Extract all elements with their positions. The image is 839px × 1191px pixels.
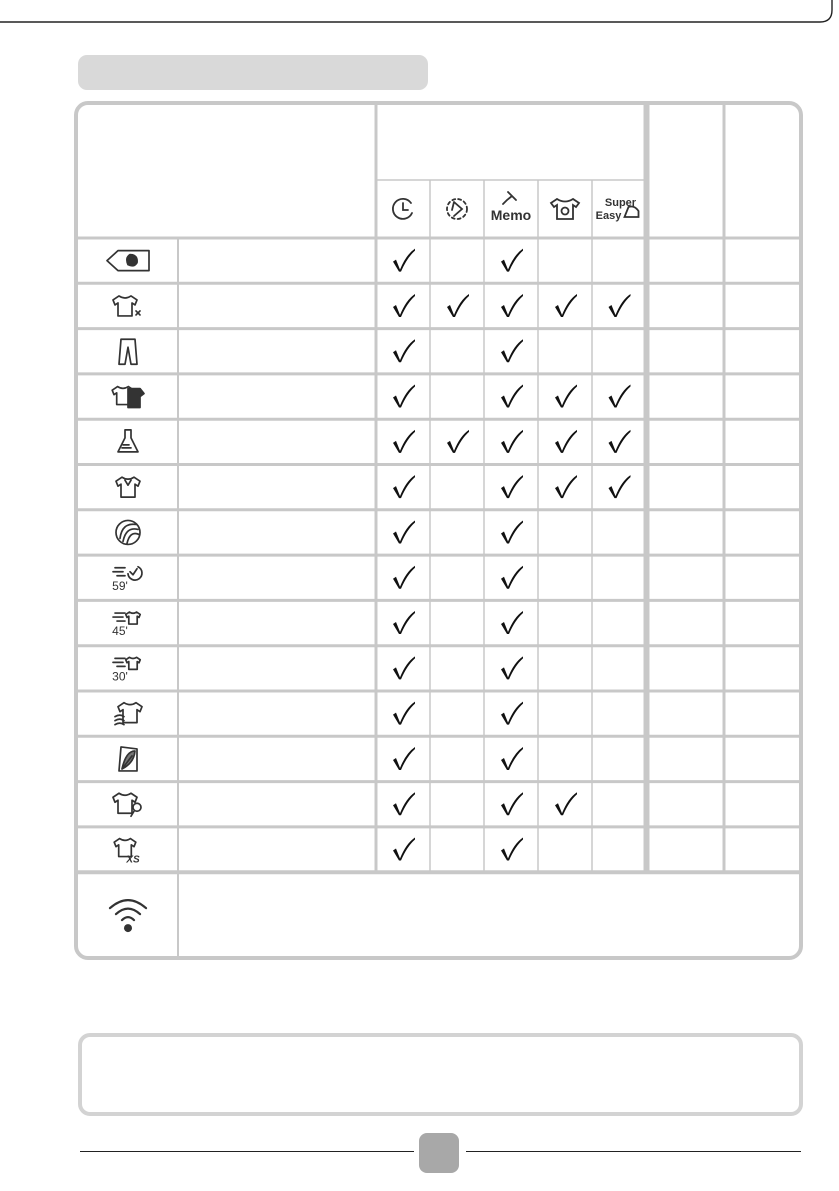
footer-rule-right bbox=[466, 1151, 801, 1152]
synthetic-polo-icon bbox=[116, 477, 140, 497]
small-load-xs-icon bbox=[114, 839, 140, 866]
wool-icon bbox=[116, 520, 140, 544]
check-mark bbox=[501, 566, 523, 589]
check-mark bbox=[609, 430, 631, 453]
table-row bbox=[119, 339, 523, 364]
cotton-tag-icon bbox=[107, 251, 149, 271]
table-row bbox=[113, 792, 577, 816]
check-mark bbox=[501, 747, 523, 770]
check-mark bbox=[393, 520, 415, 543]
page-number-tab bbox=[419, 1133, 459, 1173]
check-mark bbox=[555, 430, 577, 453]
check-mark bbox=[393, 656, 415, 679]
table-row bbox=[118, 430, 631, 453]
easy-label: Easy bbox=[595, 210, 622, 222]
section-title-bar bbox=[78, 55, 428, 90]
svg-text:30': 30' bbox=[112, 669, 128, 684]
check-mark bbox=[609, 475, 631, 498]
check-mark bbox=[555, 792, 577, 815]
wifi-icon bbox=[110, 900, 146, 932]
check-mark bbox=[447, 294, 469, 317]
check-mark bbox=[501, 656, 523, 679]
table-row bbox=[112, 385, 630, 408]
stain-shirt-icon bbox=[113, 296, 140, 316]
delicates-feather-icon bbox=[119, 747, 137, 771]
check-mark bbox=[501, 430, 523, 453]
rapid-59-icon bbox=[112, 567, 142, 593]
check-mark bbox=[555, 475, 577, 498]
memo-pin-icon bbox=[503, 192, 516, 204]
check-mark bbox=[609, 385, 631, 408]
table-row bbox=[115, 702, 523, 725]
hygiene-flask-icon bbox=[118, 430, 138, 452]
check-mark bbox=[393, 702, 415, 725]
delay-start-icon bbox=[393, 199, 412, 219]
allergy-icon bbox=[113, 793, 141, 816]
check-mark bbox=[393, 475, 415, 498]
check-mark bbox=[501, 520, 523, 543]
rapid-30-icon bbox=[112, 657, 140, 683]
check-mark bbox=[393, 294, 415, 317]
table-row bbox=[116, 475, 631, 498]
table-row bbox=[119, 747, 523, 771]
check-mark bbox=[501, 475, 523, 498]
footer-rule-left bbox=[80, 1151, 414, 1152]
table-row bbox=[112, 611, 523, 638]
svg-text:59': 59' bbox=[112, 578, 128, 593]
cut-mark bbox=[0, 0, 839, 40]
check-mark bbox=[393, 385, 415, 408]
svg-text:45': 45' bbox=[112, 624, 128, 639]
rapid-45-icon bbox=[112, 612, 140, 638]
check-mark bbox=[555, 385, 577, 408]
check-mark bbox=[609, 294, 631, 317]
program-options-table bbox=[74, 101, 803, 960]
check-mark bbox=[393, 792, 415, 815]
check-mark bbox=[393, 249, 415, 272]
table-row bbox=[107, 249, 523, 272]
check-mark bbox=[501, 702, 523, 725]
jeans-icon bbox=[119, 339, 137, 364]
check-mark bbox=[393, 611, 415, 634]
table-row bbox=[113, 294, 631, 317]
mixed-colors-icon bbox=[112, 387, 144, 408]
check-mark bbox=[501, 838, 523, 861]
check-mark bbox=[393, 566, 415, 589]
speed-time-icon bbox=[447, 199, 467, 219]
svg-text:XS: XS bbox=[126, 854, 140, 866]
check-mark bbox=[393, 339, 415, 362]
check-mark bbox=[393, 430, 415, 453]
check-mark bbox=[501, 339, 523, 362]
check-mark bbox=[501, 249, 523, 272]
table-row bbox=[112, 566, 523, 593]
check-mark bbox=[393, 747, 415, 770]
check-mark bbox=[447, 430, 469, 453]
note-box bbox=[78, 1033, 803, 1116]
steam-shirt-icon bbox=[551, 199, 579, 219]
check-mark bbox=[501, 792, 523, 815]
sport-icon bbox=[115, 703, 142, 725]
check-mark bbox=[393, 838, 415, 861]
table-row bbox=[112, 656, 523, 683]
memo-label: Memo bbox=[490, 207, 532, 223]
super-label: Super bbox=[604, 197, 637, 209]
table-row bbox=[114, 838, 523, 866]
check-mark bbox=[501, 385, 523, 408]
check-mark bbox=[555, 294, 577, 317]
check-mark bbox=[501, 611, 523, 634]
check-mark bbox=[501, 294, 523, 317]
